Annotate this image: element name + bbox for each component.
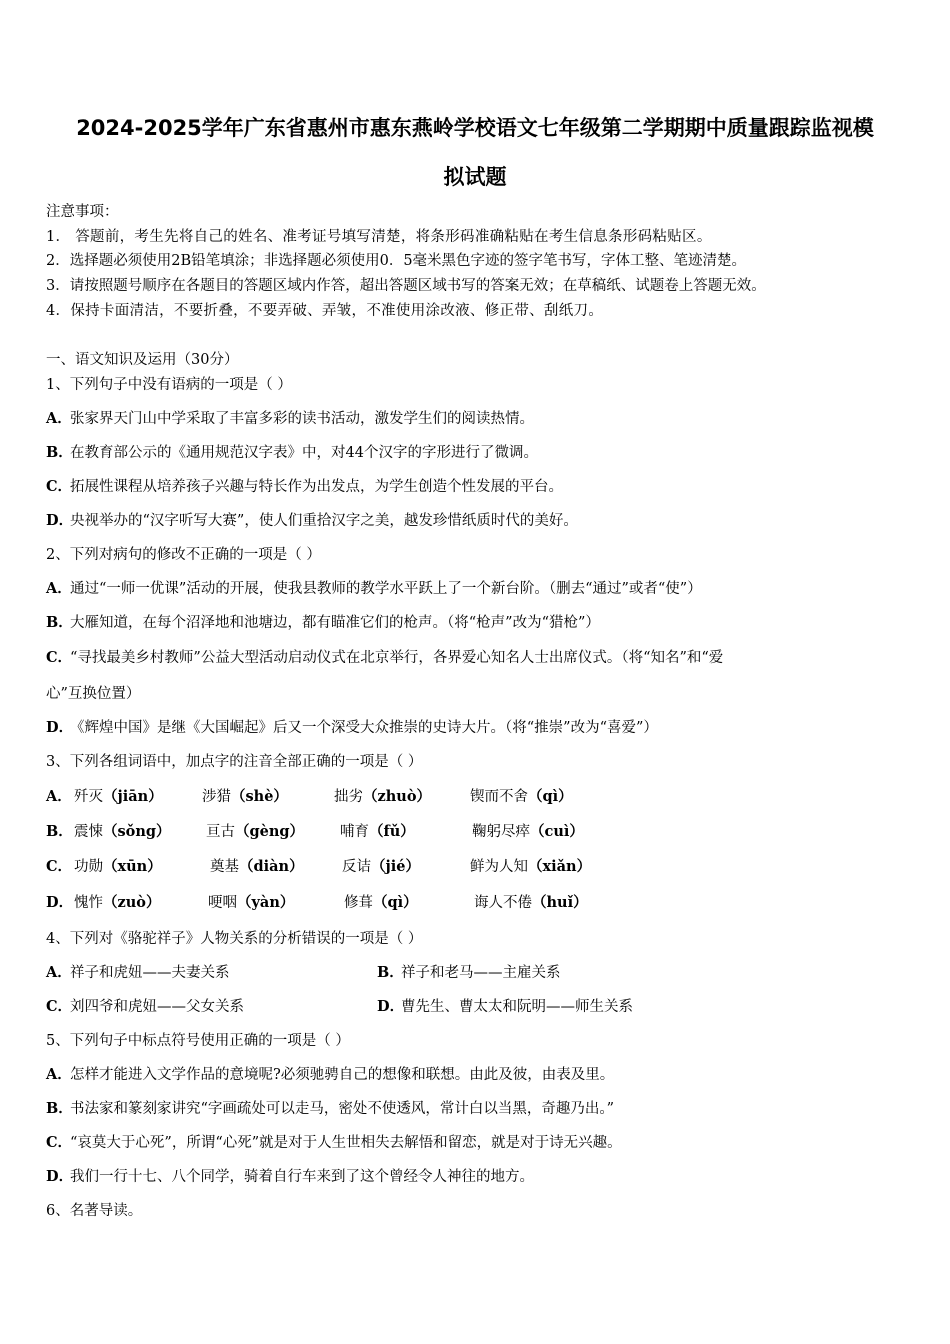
notice-heading: 注意事项： xyxy=(46,204,119,220)
q1-option-d xyxy=(46,511,578,531)
word: 涉猎 xyxy=(202,789,231,805)
q3-word xyxy=(470,787,573,807)
q3-word xyxy=(470,857,591,877)
word: 哽咽 xyxy=(208,895,237,911)
q3-word xyxy=(342,857,420,877)
q2-option-c xyxy=(46,648,723,668)
word: 反诘 xyxy=(342,859,371,875)
option-text: 央视举办的“汉字听写大赛”，使人们重拾汉字之美，越发珍惜纸质时代的美好。 xyxy=(70,513,578,529)
q5-option-d xyxy=(46,1167,534,1187)
notice-item-3: 3．请按照题号顺序在各题目的答题区域内作答，超出答题区域书写的答案无效；在草稿纸、试题卷上答题无效。 xyxy=(46,278,766,294)
option-letter: C． xyxy=(46,478,73,495)
option-letter: A． xyxy=(46,788,72,805)
q3-word xyxy=(472,822,584,842)
word: 拙劣 xyxy=(334,789,363,805)
pinyin: （xūn） xyxy=(103,858,162,875)
option-text: 祥子和老马——主雇关系 xyxy=(401,965,561,981)
question-5-stem: 5、下列句子中标点符号使用正确的一项是（ ） xyxy=(46,1033,350,1049)
option-letter: C． xyxy=(46,649,73,666)
word: 哺育 xyxy=(340,824,369,840)
option-text: 通过“一师一优课”活动的开展，使我县教师的教学水平跃上了一个新台阶。（删去“通过”或者“使”） xyxy=(70,581,702,597)
pinyin: （diàn） xyxy=(239,858,304,875)
q3-word xyxy=(208,893,294,913)
pinyin: （zhuò） xyxy=(363,788,431,805)
word: 鞠躬尽瘁 xyxy=(472,824,530,840)
word: 功勋 xyxy=(74,859,103,875)
notice-item-2: 2．选择题必须使用2B铅笔填涂；非选择题必须使用0．5毫米黑色字迹的签字笔书写，字体工整、笔迹清楚。 xyxy=(46,253,747,269)
option-text: “哀莫大于心死”，所谓“心死”就是对于人生世相失去解悟和留恋，就是对于诗无兴趣。 xyxy=(70,1135,622,1151)
q4-option-b xyxy=(377,963,561,983)
q3-word xyxy=(74,857,162,877)
q2-option-c-continued: 心”互换位置） xyxy=(46,686,141,702)
option-letter: B． xyxy=(46,444,73,461)
word: 震悚 xyxy=(74,824,103,840)
option-letter: B． xyxy=(46,614,73,631)
document-title-line-1: 2024-2025学年广东省惠州市惠东燕岭学校语文七年级第二学期期中质量跟踪监视模 xyxy=(76,116,874,140)
pinyin: （jiān） xyxy=(103,788,163,805)
option-letter: C． xyxy=(46,1134,73,1151)
pinyin: （xiǎn） xyxy=(528,858,592,875)
word: 鲜为人知 xyxy=(470,859,528,875)
question-4-stem: 4、下列对《骆驼祥子》人物关系的分析错误的一项是（ ） xyxy=(46,931,423,947)
option-letter: D． xyxy=(46,894,74,911)
q3-word xyxy=(334,787,431,807)
option-letter: B． xyxy=(377,964,404,981)
q5-option-c xyxy=(46,1133,622,1153)
option-letter: C． xyxy=(46,998,73,1015)
option-text: 曹先生、曹太太和阮明——师生关系 xyxy=(401,999,633,1015)
q3-word xyxy=(206,822,304,842)
q3-word xyxy=(202,787,288,807)
q5-option-b xyxy=(46,1099,614,1119)
option-text: 祥子和虎妞——夫妻关系 xyxy=(70,965,230,981)
option-letter: D． xyxy=(46,1168,74,1185)
q4-option-a xyxy=(46,963,230,983)
q2-option-d xyxy=(46,718,658,738)
q5-option-a xyxy=(46,1065,614,1085)
option-letter: A． xyxy=(46,964,72,981)
option-text: 拓展性课程从培养孩子兴趣与特长作为出发点，为学生创造个性发展的平台。 xyxy=(70,479,563,495)
option-text: 刘四爷和虎妞——父女关系 xyxy=(70,999,244,1015)
option-text: 在教育部公示的《通用规范汉字表》中，对44个汉字的字形进行了微调。 xyxy=(70,445,538,461)
q3-word xyxy=(340,822,415,842)
q3-word xyxy=(474,893,588,913)
option-letter: D． xyxy=(46,512,74,529)
option-letter: C． xyxy=(46,858,73,875)
q3-word xyxy=(344,893,418,913)
question-6-stem: 6、名著导读。 xyxy=(46,1203,143,1219)
word: 愧怍 xyxy=(74,895,103,911)
option-letter: D． xyxy=(377,998,405,1015)
pinyin: （zuò） xyxy=(103,894,161,911)
pinyin: （jié） xyxy=(371,858,420,875)
option-text: 《辉煌中国》是继《大国崛起》后又一个深受大众推崇的史诗大片。（将“推崇”改为“喜爱”） xyxy=(70,720,658,736)
notice-item-4: 4．保持卡面清洁，不要折叠，不要弄破、弄皱，不准使用涂改液、修正带、刮纸刀。 xyxy=(46,303,604,319)
word: 亘古 xyxy=(206,824,235,840)
option-text: “寻找最美乡村教师”公益大型活动启动仪式在北京举行，各界爱心知名人士出席仪式。（将“知名”和“爱 xyxy=(70,650,724,666)
option-letter: D． xyxy=(46,719,74,736)
option-letter: A． xyxy=(46,410,72,427)
q1-option-a xyxy=(46,409,534,429)
pinyin: （gèng） xyxy=(235,823,305,840)
word: 锲而不舍 xyxy=(470,789,528,805)
option-letter: B． xyxy=(46,1100,73,1117)
document-title-line-2: 拟试题 xyxy=(443,165,507,189)
pinyin: （qì） xyxy=(528,788,573,805)
option-text: 大雁知道，在每个沼泽地和池塘边，都有瞄准它们的枪声。（将“枪声”改为“猎枪”） xyxy=(70,615,600,631)
option-letter: B． xyxy=(46,823,73,840)
q4-option-c xyxy=(46,997,244,1017)
question-1-stem: 1、下列句子中没有语病的一项是（ ） xyxy=(46,377,292,393)
word: 诲人不倦 xyxy=(474,895,532,911)
q3-word xyxy=(74,822,171,842)
option-text: 我们一行十七、八个同学，骑着自行车来到了这个曾经令人神往的地方。 xyxy=(70,1169,534,1185)
pinyin: （sǒng） xyxy=(103,823,171,840)
pinyin: （cuì） xyxy=(530,823,584,840)
section-1-heading: 一、语文知识及运用（30分） xyxy=(46,352,239,368)
pinyin: （yàn） xyxy=(237,894,295,911)
q4-option-d xyxy=(377,997,633,1017)
notice-item-1: 1． 答题前，考生先将自己的姓名、准考证号填写清楚，将条形码准确粘贴在考生信息条形码粘贴区。 xyxy=(46,229,712,245)
q3-word xyxy=(210,857,304,877)
q3-word xyxy=(74,893,160,913)
option-text: 怎样才能进入文学作品的意境呢?必须驰骋自己的想像和联想。由此及彼，由表及里。 xyxy=(70,1067,615,1083)
q2-option-b xyxy=(46,613,600,633)
pinyin: （shè） xyxy=(231,788,288,805)
option-text: 张家界天门山中学采取了丰富多彩的读书活动，激发学生们的阅读热情。 xyxy=(70,411,534,427)
word: 修葺 xyxy=(344,895,373,911)
pinyin: （huǐ） xyxy=(532,894,588,911)
word: 歼灭 xyxy=(74,789,103,805)
word: 奠基 xyxy=(210,859,239,875)
pinyin: （qì） xyxy=(373,894,418,911)
q2-option-a xyxy=(46,579,702,599)
q1-option-b xyxy=(46,443,538,463)
option-letter: A． xyxy=(46,580,72,597)
question-3-stem: 3、下列各组词语中，加点字的注音全部正确的一项是（ ） xyxy=(46,754,423,770)
q1-option-c xyxy=(46,477,563,497)
option-letter: A． xyxy=(46,1066,72,1083)
q3-word xyxy=(74,787,163,807)
question-2-stem: 2、下列对病句的修改不正确的一项是（ ） xyxy=(46,547,321,563)
option-text: 书法家和篆刻家讲究“字画疏处可以走马，密处不使透风，常计白以当黑，奇趣乃出。” xyxy=(70,1101,615,1117)
pinyin: （fǔ） xyxy=(369,823,415,840)
